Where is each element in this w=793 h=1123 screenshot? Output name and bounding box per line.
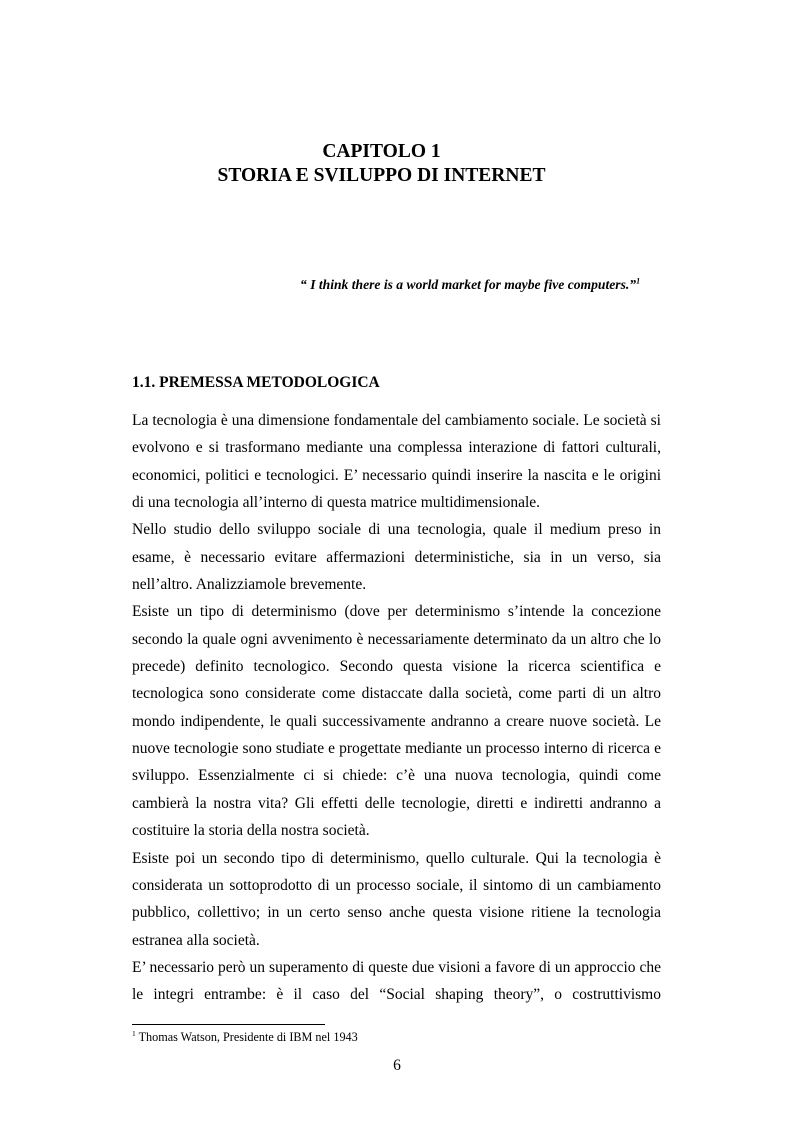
footnote-number: 1	[132, 1028, 136, 1038]
paragraph: Nello studio dello sviluppo sociale di una tecnologia, quale il medium preso in esame, è necessario evitare affermazioni deterministiche, sia in un verso, sia nell’altro. Analizziamole brevemente.	[132, 521, 661, 594]
section-heading: 1.1. PREMESSA METODOLOGICA	[132, 374, 380, 391]
paragraph: E’ necessario però un superamento di queste due visioni a favore di un approccio che le integri entrambe: è il caso del “Social shaping theory”, o costruttivismo	[132, 958, 661, 1004]
chapter-title: STORIA E SVILUPPO DI INTERNET	[217, 165, 546, 186]
epigraph-quote: “ I think there is a world market for maybe five computers.”	[300, 277, 637, 292]
footnote	[132, 1030, 358, 1045]
paragraph: Esiste un tipo di determinismo (dove per determinismo s’intende la concezione secondo la quale ogni avvenimento è necessariamente determinato da un altro che lo precede) definito tecnologico. Secondo questa visione la ricerca scientifica e tecnologica sono considerate come distaccate dalla società, come parti di un altro mondo indipendente, le quali successivamente andranno a creare nuove società. Le nuove tecnologie sono studiate e progettate mediante un processo interno di ricerca e sviluppo. Essenzialmente ci si chiede: c’è una nuova tecnologia, quindi come cambierà la nostra vita? Gli effetti delle tecnologie, diretti e indiretti andranno a costituire la storia della nostra società.	[132, 603, 661, 840]
footnote-text: Thomas Watson, Presidente di IBM nel 1943	[138, 1030, 358, 1044]
chapter-label: CAPITOLO 1	[322, 141, 441, 162]
page-number: 6	[393, 1057, 401, 1074]
footnote-divider	[132, 1024, 325, 1025]
body-text	[132, 407, 661, 1009]
epigraph-footnote-ref: 1	[636, 276, 641, 286]
epigraph	[300, 277, 640, 293]
paragraph: Esiste poi un secondo tipo di determinismo, quello culturale. Qui la tecnologia è considerata un sottoprodotto di un processo sociale, il sintomo di un cambiamento pubblico, collettivo; in un certo senso anche questa visione ritiene la tecnologia estranea alla società.	[132, 849, 661, 949]
paragraph: La tecnologia è una dimensione fondamentale del cambiamento sociale. Le società si evolvono e si trasformano mediante una complessa interazione di fattori culturali, economici, politici e tecnologici. E’ necessario quindi inserire la nascita e le origini di una tecnologia all’interno di questa matrice multidimensionale.	[132, 412, 661, 512]
